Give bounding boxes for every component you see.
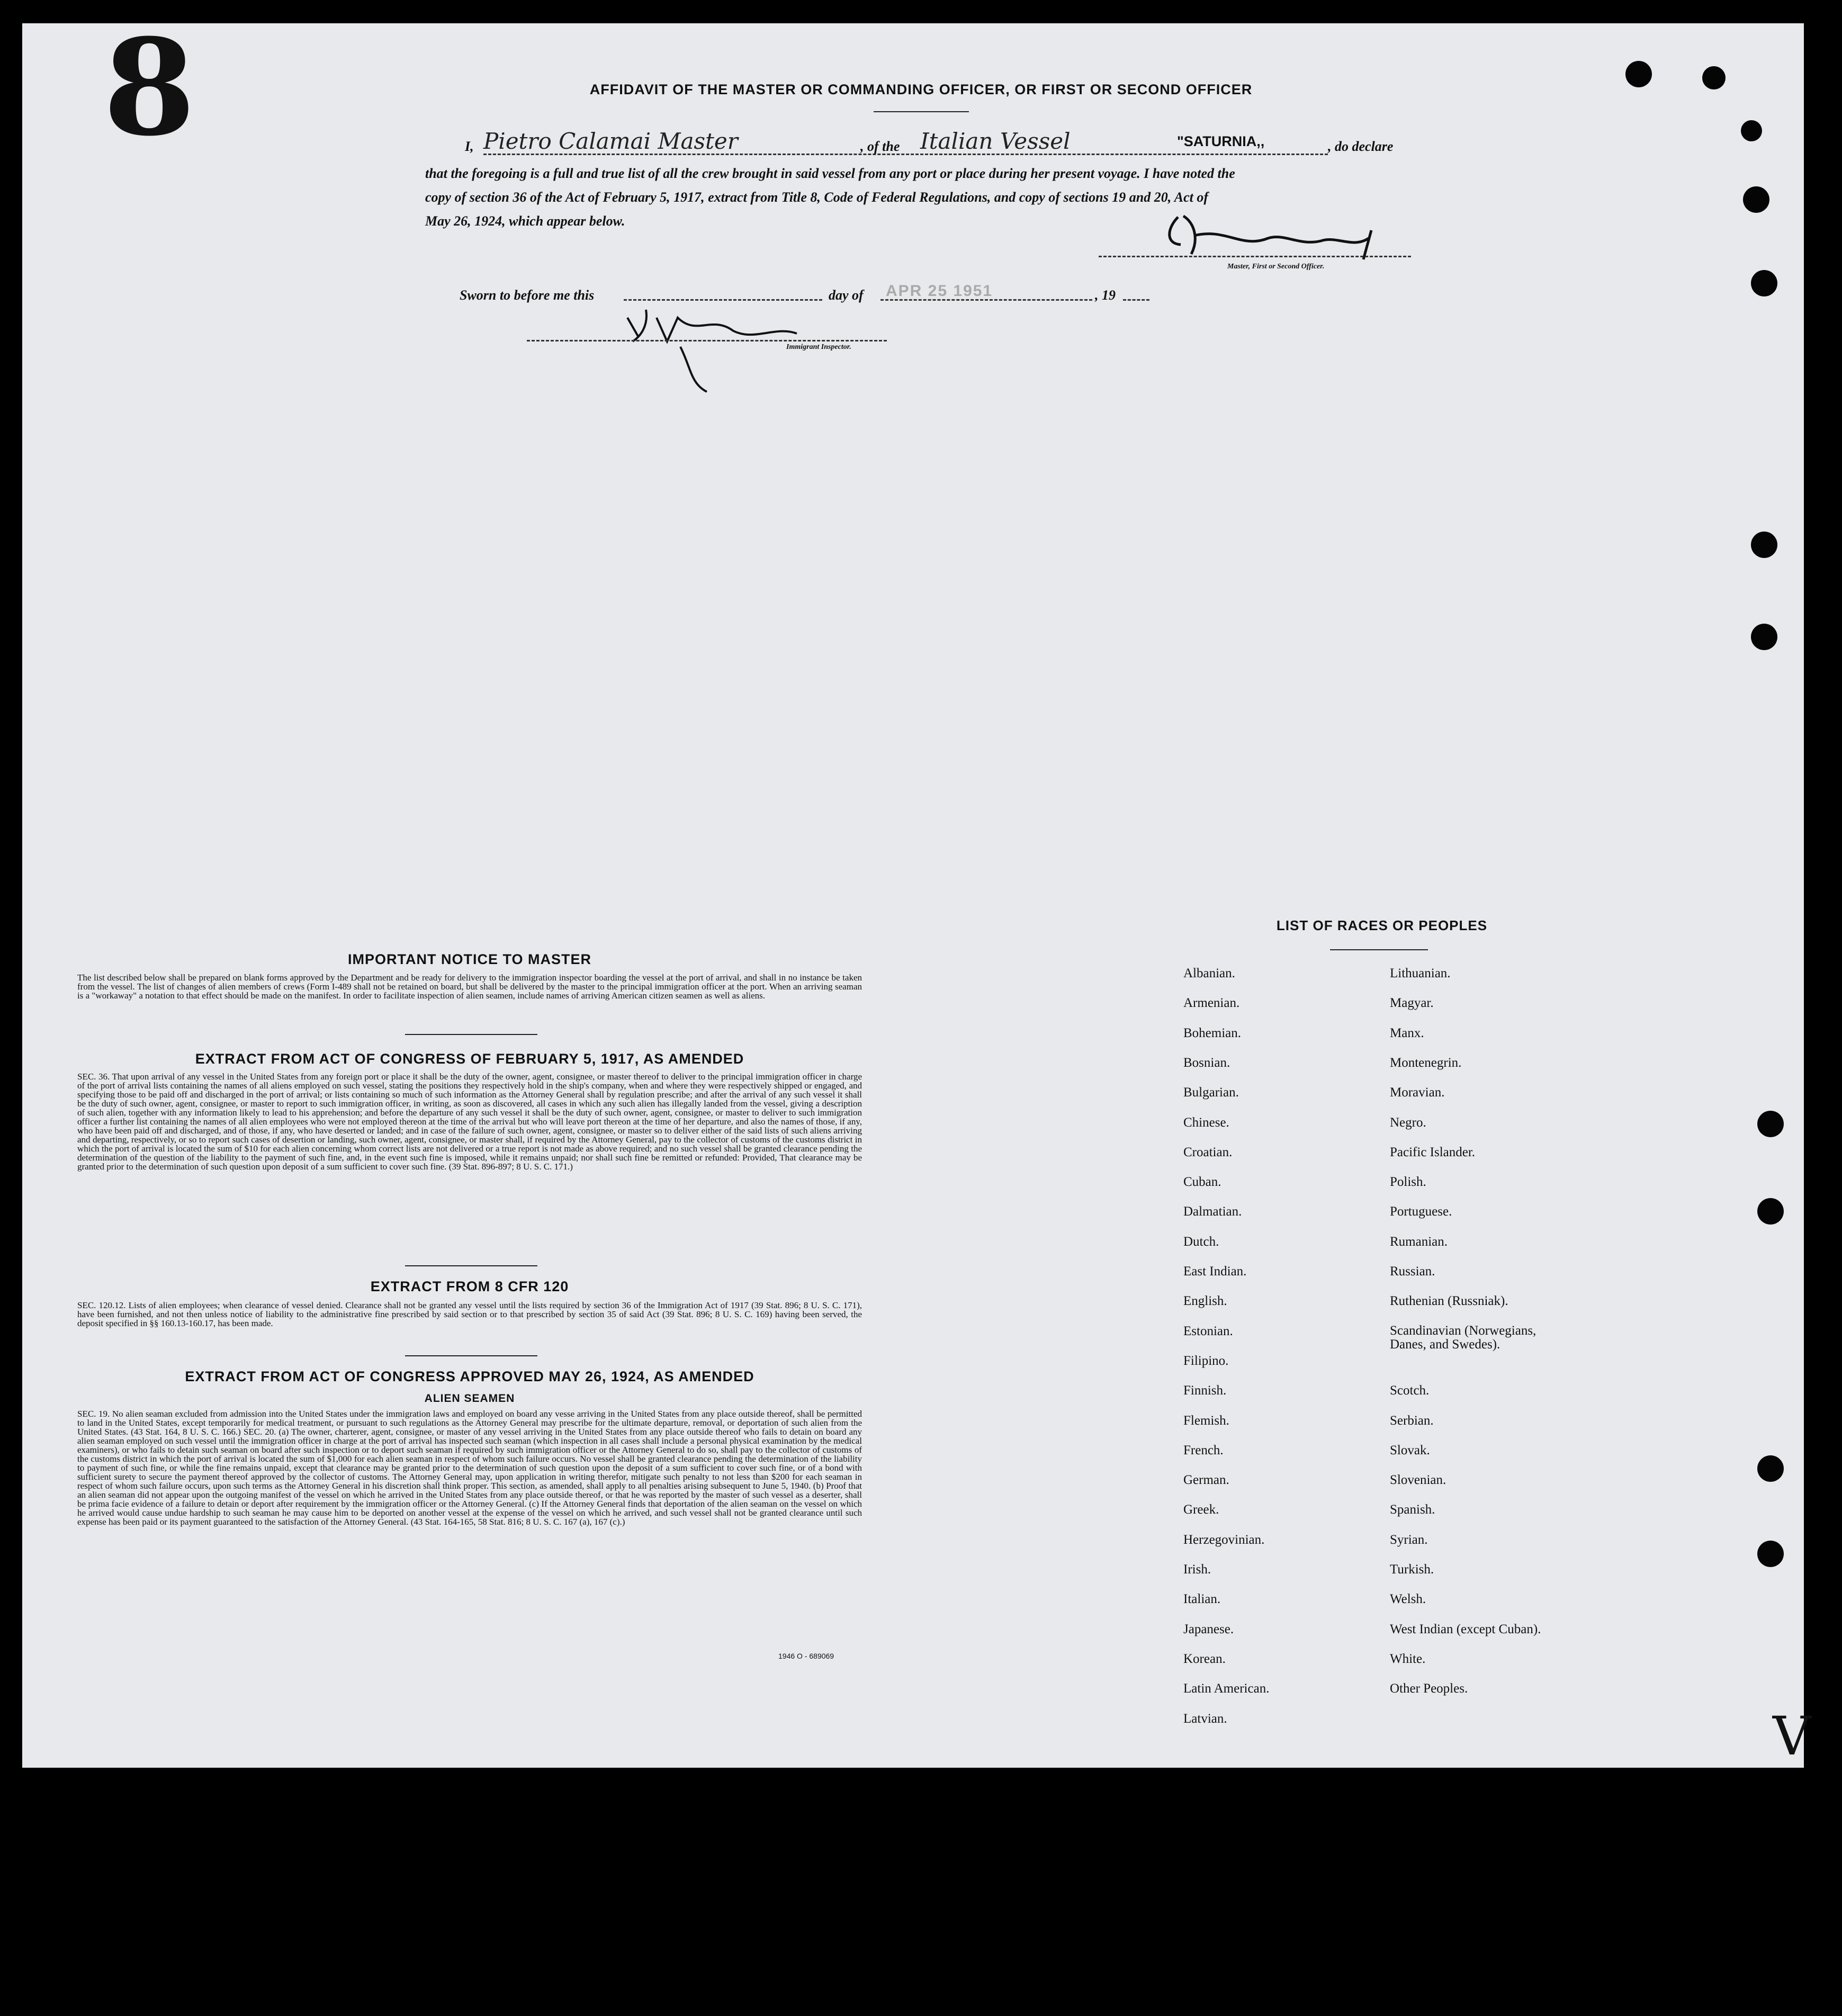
race-item: Rumanian.	[1390, 1234, 1448, 1249]
punch-hole	[1741, 120, 1762, 141]
race-item: Japanese.	[1183, 1622, 1234, 1636]
inspector-caption: Immigrant Inspector.	[786, 343, 851, 351]
race-item: Ruthenian (Russniak).	[1390, 1294, 1508, 1309]
punch-hole	[1751, 270, 1777, 296]
race-item: Chinese.	[1183, 1115, 1229, 1130]
race-item: Negro.	[1390, 1115, 1426, 1130]
race-item: Polish.	[1390, 1175, 1426, 1190]
extract1-rule	[405, 1265, 537, 1266]
race-item: Portuguese.	[1390, 1204, 1452, 1219]
race-item: German.	[1183, 1473, 1229, 1488]
race-item: Croatian.	[1183, 1145, 1233, 1159]
affidavit-title: AFFIDAVIT OF THE MASTER OR COMMANDING OFFICER, OR FIRST OR SECOND OFFICER	[589, 82, 1253, 97]
declaration-body-3: May 26, 1924, which appear below.	[425, 213, 625, 229]
punch-hole	[1751, 532, 1777, 558]
race-item: Magyar.	[1390, 996, 1434, 1011]
race-item: Italian.	[1183, 1592, 1221, 1607]
race-item: Dutch.	[1183, 1234, 1219, 1249]
do-declare-label: , do declare	[1328, 139, 1394, 154]
race-item: French.	[1183, 1443, 1224, 1457]
declaration-line	[425, 128, 1418, 159]
race-item: Cuban.	[1183, 1175, 1221, 1190]
sworn-day-line	[624, 299, 822, 301]
punch-hole	[1751, 624, 1777, 650]
punch-hole	[1757, 1198, 1784, 1225]
race-item: Dalmatian.	[1183, 1204, 1242, 1219]
race-item: Estonian.	[1183, 1324, 1233, 1338]
master-name-handwritten: Pietro Calamai Master	[483, 128, 738, 154]
race-item: Latvian.	[1183, 1711, 1227, 1726]
extract3-subtitle: ALIEN SEAMEN	[424, 1392, 515, 1405]
extract1-text: SEC. 36. That upon arrival of any vessel in the United States from any foreign port or place it shall be the duty of the owner, agent, consignee, or master thereof to deliver to the principal immigration officer in charge of the port of arrival lists containing the names of all aliens employed on such vessel, stating the positions they respectively hold in the ship's company, when and where they were respectively shipped or engaged, and specifying those to be paid off and discharged in the port of arrival; or lists containing so much of such information as the Attorney General shall by regulation prescribe; and after the arrival of any such vessel it shall be the duty of such owner, agent, consignee, or master to report to such immigration officer, in writing, as soon as discovered, all cases in which any such alien has illegally landed from the vessel, giving a description of such alien, together with any information likely to lead to his apprehension; and before the departure of any such vessel it shall be the duty of such owner, agent, consignee, or master to deliver to such immigration officer a further list containing the names of all alien employees who were not employed thereon at the time of the arrival but who will leave port thereon at the time of her departure, and also the names of those, if any, who have been paid off and discharged, and of those, if any, who have deserted or landed; and in case of the failure of such owner, agent, consignee, or master so to deliver either of the said lists of such aliens arriving and departing, respectively, or so to report such cases of desertion or landing, such owner, agent, consignee, or master shall, if required by the Attorney General, pay to the collector of customs of the customs district in which the port of arrival is located the sum of $10 for each alien concerning whom correct lists are not delivered or a true report is not made as above required; and no such vessel shall be granted clearance pending the determination of the question of the liability to the payment of such fine, and, in the event such fine is imposed, while it remains unpaid; nor shall such fine be remitted or refunded: Provided, That clearance may be granted prior to the determination of such question upon deposit of a sum sufficient to cover such fine. (39 Stat. 896-897; 8 U. S. C. 171.)	[77, 1072, 862, 1172]
race-item: East Indian.	[1183, 1264, 1247, 1279]
race-item: Irish.	[1183, 1562, 1211, 1577]
master-signature-line	[1099, 256, 1411, 257]
race-item: Montenegrin.	[1390, 1055, 1462, 1070]
race-item: Scandinavian (Norwegians, Danes, and Swedes).	[1390, 1323, 1537, 1352]
race-item: Turkish.	[1390, 1562, 1434, 1577]
race-item: Lithuanian.	[1390, 966, 1451, 980]
punch-hole	[1743, 186, 1769, 213]
master-signature-caption: Master, First or Second Officer.	[1227, 263, 1325, 271]
race-item: Armenian.	[1183, 996, 1240, 1011]
of-the-label: , of the	[860, 139, 900, 154]
title-rule	[874, 111, 969, 112]
race-item: Bosnian.	[1183, 1055, 1230, 1070]
extract3-title: EXTRACT FROM ACT OF CONGRESS APPROVED MAY 26, 1924, AS AMENDED	[185, 1369, 754, 1384]
race-item: Welsh.	[1390, 1592, 1426, 1607]
race-item: Other Peoples.	[1390, 1681, 1468, 1696]
race-item: Greek.	[1183, 1502, 1219, 1517]
punch-hole	[1757, 1455, 1784, 1482]
race-item: Bulgarian.	[1183, 1085, 1239, 1100]
race-item: Moravian.	[1390, 1085, 1445, 1100]
vessel-name: "SATURNIA,,	[1177, 133, 1265, 149]
race-item: Spanish.	[1390, 1502, 1435, 1517]
inspector-signature-line	[527, 340, 887, 341]
race-item: Manx.	[1390, 1025, 1424, 1040]
race-item: Flemish.	[1183, 1413, 1229, 1428]
race-item: Filipino.	[1183, 1353, 1229, 1368]
print-code: 1946 O - 689069	[778, 1652, 834, 1660]
race-item: Serbian.	[1390, 1413, 1434, 1428]
extract2-text: SEC. 120.12. Lists of alien employees; when clearance of vessel denied. Clearance shall not be granted any vessel until the lists required by section 36 of the Immigration Act of 1917 (39 Stat. 896; 8 U. S. C. 171), have been furnished, and not then unless notice of liability to the administrative fine prescribed by said section or to that prescribed by section 35 of said Act (39 Stat. 896; 8 U. S. C. 169) having been served, the deposit specified in §§ 160.13-160.17, has been made.	[77, 1300, 862, 1328]
year-line	[1123, 299, 1149, 301]
inspector-signature	[617, 304, 913, 397]
date-stamp: APR 25 1951	[886, 282, 993, 300]
races-title: LIST OF RACES OR PEOPLES	[1276, 917, 1488, 933]
punch-hole	[1757, 1541, 1784, 1567]
race-item: Slovenian.	[1390, 1473, 1446, 1488]
race-item: Albanian.	[1183, 966, 1235, 980]
race-item: Finnish.	[1183, 1383, 1227, 1398]
race-item: Pacific Islander.	[1390, 1145, 1476, 1159]
extract3-text: SEC. 19. No alien seaman excluded from admission into the United States under the immigration laws and employed on board any vesse arriving in the United States from any place outside thereof, shall be permitted to land in the United States, except temporarily for medical treatment, or pursuant to such regulations as the Attorney General may prescribe for the ultimate departure, removal, or deportation of such alien from the United States. (43 Stat. 164, 8 U. S. C. 166.) SEC. 20. (a) The owner, charterer, agent, consignee, or master of any vessel arriving in the United States from any place outside thereof who fails to detain on board any alien seaman employed on such vessel until the immigration officer in charge at the port of arrival has inspected such seaman (which inspection in all cases shall include a personal physical examination by the medical examiners), or who fails to detain such seaman on board after such inspection or to deport such seaman if required by such immigration officer or the Attorney General to do so, shall pay to the collector of customs of the customs district in which the port of arrival is located the sum of $1,000 for each alien seaman in respect of whom such failure occurs. No vessel shall be granted clearance pending the determination of the liability to payment of such fine, or while the fine remains unpaid, except that clearance may be granted prior to the determination of such question upon the deposit of a sum sufficient to cover such fine, or of a bond with sufficient surety to secure the payment thereof approved by the collector of customs. The Attorney General may, upon application in writing therefor, mitigate such penalty to not less than $200 for each seaman in respect of whom such failure occurs, upon such terms as the Attorney General in his discretion shall think proper. This section, as amended, shall apply to all penalties arising subsequent to June 5, 1940. (b) Proof that an alien seaman did not appear upon the outgoing manifest of the vessel on which he arrived in the United States from any place outside thereof, or that he was reported by the master of such vessel as a deserter, shall be prima facie evidence of a failure to detain or deport after requirement by the immigration officer or the Attorney General. (c) If the Attorney General finds that deportation of the alien seaman on the vessel on which he arrived would cause undue hardship to such seaman he may cause him to be deported on another vessel at the expense of the vessel on which he arrived, and such vessel shall not be granted clearance until such expense has been paid or its payment guaranteed to the satisfaction of the Attorney General. (43 Stat. 164-165, 58 Stat. 816; 8 U. S. C. 167 (a), 167 (c).)	[77, 1409, 862, 1527]
year-label: , 19	[1095, 287, 1116, 303]
race-item: Russian.	[1390, 1264, 1435, 1279]
race-item: West Indian (except Cuban).	[1390, 1622, 1541, 1636]
race-item: Scotch.	[1390, 1383, 1430, 1398]
notice-text: The list described below shall be prepared on blank forms approved by the Department and be ready for delivery to the immigration inspector boarding the vessel at the port of arrival, and shall in no instance be taken from the vessel. The list of changes of alien members of crews (Form I-489 shall not be retained on board, but shall be delivered by the master to the principal immigration officer at the port. When an arriving seaman is a "workaway" a notation to that effect should be made on the manifest. In order to facilitate inspection of alien seamen, include names of arriving American citizen seamen as well as aliens.	[77, 973, 862, 1001]
declaration-body-1: that the foregoing is a full and true list of all the crew brought in said vessel from any port or place during her present voyage. I have noted the	[425, 166, 1235, 181]
vessel-line	[920, 154, 1328, 155]
race-item: Latin American.	[1183, 1681, 1270, 1696]
race-item: Herzegovinian.	[1183, 1532, 1265, 1547]
extract2-rule	[405, 1355, 537, 1356]
race-item: English.	[1183, 1294, 1227, 1309]
page-number-mark: 8	[103, 10, 195, 165]
race-item: Syrian.	[1390, 1532, 1428, 1547]
notice-title: IMPORTANT NOTICE TO MASTER	[348, 951, 591, 967]
punch-hole	[1757, 1111, 1784, 1137]
race-item: White.	[1390, 1651, 1426, 1666]
declaration-body-2: copy of section 36 of the Act of February 5, 1917, extract from Title 8, Code of Federal Regulations, and copy of sections 19 and 20, Act of	[425, 190, 1208, 205]
notice-rule	[405, 1034, 537, 1035]
extract2-title: EXTRACT FROM 8 CFR 120	[370, 1279, 569, 1294]
races-rule	[1330, 949, 1428, 950]
day-of-label: day of	[829, 287, 864, 303]
race-item: Bohemian.	[1183, 1025, 1242, 1040]
vessel-desc-handwritten: Italian Vessel	[920, 128, 1071, 154]
sworn-label: Sworn to before me this	[460, 287, 595, 303]
extract1-title: EXTRACT FROM ACT OF CONGRESS OF FEBRUARY 5, 1917, AS AMENDED	[195, 1051, 744, 1067]
race-item: Slovak.	[1390, 1443, 1430, 1457]
race-item: Korean.	[1183, 1651, 1226, 1666]
sworn-line	[425, 283, 1418, 310]
i-label: I,	[465, 139, 474, 154]
margin-checkmark: V	[1773, 1705, 1811, 1767]
